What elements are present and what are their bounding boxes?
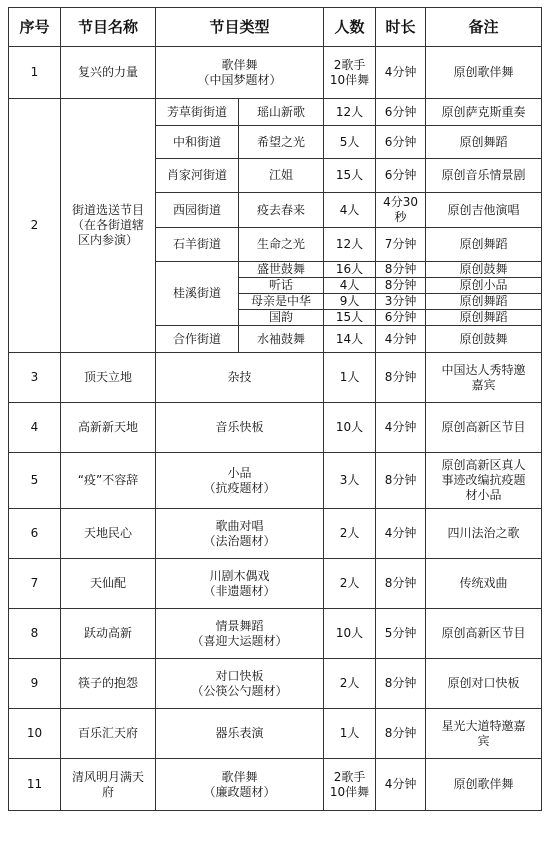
program-type-cell bbox=[156, 609, 324, 659]
note: 传统戏曲 bbox=[426, 559, 542, 609]
street-name: 芳草街街道 bbox=[156, 99, 239, 126]
note: 原创鼓舞 bbox=[426, 262, 542, 278]
note: 原创舞蹈 bbox=[426, 310, 542, 326]
note: 原创歌伴舞 bbox=[426, 759, 542, 811]
program-theme: （法治题材） bbox=[203, 533, 276, 548]
program-name: 顶天立地 bbox=[61, 353, 156, 403]
people-count: 2人 bbox=[324, 559, 376, 609]
note: 星光大道特邀嘉 宾 bbox=[426, 709, 542, 759]
program-type-cell bbox=[156, 47, 324, 99]
people-count: 10人 bbox=[324, 403, 376, 453]
people-count: 2歌手 10伴舞 bbox=[324, 759, 376, 811]
duration: 6分钟 bbox=[376, 159, 426, 193]
program-theme: （公筷公勺题材） bbox=[191, 683, 288, 698]
note: 原创小品 bbox=[426, 278, 542, 294]
people-count: 1人 bbox=[324, 353, 376, 403]
program-table bbox=[8, 7, 542, 811]
table-row bbox=[9, 353, 542, 403]
header-people: 人数 bbox=[324, 8, 376, 47]
duration: 8分钟 bbox=[376, 709, 426, 759]
row-number: 8 bbox=[9, 609, 61, 659]
sub-row bbox=[9, 99, 542, 126]
duration: 8分钟 bbox=[376, 659, 426, 709]
row-number: 3 bbox=[9, 353, 61, 403]
duration: 4分钟 bbox=[376, 326, 426, 353]
row-number: 1 bbox=[9, 47, 61, 99]
table-row bbox=[9, 453, 542, 509]
sub-program-name: 生命之光 bbox=[239, 228, 324, 262]
row-number: 9 bbox=[9, 659, 61, 709]
program-type: 器乐表演 bbox=[215, 726, 264, 740]
duration: 8分钟 bbox=[376, 278, 426, 294]
sub-program-name: 母亲是中华 bbox=[239, 294, 324, 310]
header-note: 备注 bbox=[426, 8, 542, 47]
note: 原创舞蹈 bbox=[426, 126, 542, 159]
program-type: 川剧木偶戏 bbox=[209, 568, 270, 583]
note: 原创萨克斯重奏 bbox=[426, 99, 542, 126]
people-count: 15人 bbox=[324, 159, 376, 193]
people-count: 9人 bbox=[324, 294, 376, 310]
program-name: 百乐汇天府 bbox=[61, 709, 156, 759]
sub-program-name: 疫去春来 bbox=[239, 193, 324, 228]
table-row bbox=[9, 403, 542, 453]
duration: 3分钟 bbox=[376, 294, 426, 310]
note: 原创歌伴舞 bbox=[426, 47, 542, 99]
program-type-cell bbox=[156, 403, 324, 453]
sub-program-name: 盛世鼓舞 bbox=[239, 262, 324, 278]
row-number: 2 bbox=[9, 99, 61, 353]
row-number: 5 bbox=[9, 453, 61, 509]
program-theme: （非遗题材） bbox=[203, 583, 276, 598]
table-row bbox=[9, 709, 542, 759]
people-count: 12人 bbox=[324, 99, 376, 126]
note: 原创音乐情景剧 bbox=[426, 159, 542, 193]
program-type: 小品 bbox=[227, 465, 252, 480]
people-count: 2歌手 10伴舞 bbox=[324, 47, 376, 99]
row-number: 11 bbox=[9, 759, 61, 811]
note: 原创舞蹈 bbox=[426, 228, 542, 262]
sub-program-name: 国韵 bbox=[239, 310, 324, 326]
people-count: 1人 bbox=[324, 709, 376, 759]
program-theme: （喜迎大运题材） bbox=[191, 633, 288, 648]
program-type-cell bbox=[156, 353, 324, 403]
note: 四川法治之歌 bbox=[426, 509, 542, 559]
note: 原创高新区节目 bbox=[426, 403, 542, 453]
table-row bbox=[9, 759, 542, 811]
table-row bbox=[9, 659, 542, 709]
program-type: 歌伴舞 bbox=[221, 769, 258, 784]
program-type-cell bbox=[156, 453, 324, 509]
program-type-cell bbox=[156, 509, 324, 559]
program-type-cell bbox=[156, 559, 324, 609]
program-name: 天地民心 bbox=[61, 509, 156, 559]
people-count: 2人 bbox=[324, 659, 376, 709]
note: 原创对口快板 bbox=[426, 659, 542, 709]
program-type-cell bbox=[156, 659, 324, 709]
table-row bbox=[9, 559, 542, 609]
header-duration: 时长 bbox=[376, 8, 426, 47]
note: 原创舞蹈 bbox=[426, 294, 542, 310]
program-type: 音乐快板 bbox=[215, 420, 264, 434]
street-name: 肖家河街道 bbox=[156, 159, 239, 193]
street-name: 石羊街道 bbox=[156, 228, 239, 262]
note: 原创吉他演唱 bbox=[426, 193, 542, 228]
duration: 4分30 秒 bbox=[376, 193, 426, 228]
header-no: 序号 bbox=[9, 8, 61, 47]
program-name: 筷子的抱怨 bbox=[61, 659, 156, 709]
program-type: 歌曲对唱 bbox=[215, 518, 264, 533]
table-row bbox=[9, 509, 542, 559]
header-type: 节目类型 bbox=[156, 8, 324, 47]
row-number: 6 bbox=[9, 509, 61, 559]
sub-program-name: 瑶山新歌 bbox=[239, 99, 324, 126]
people-count: 5人 bbox=[324, 126, 376, 159]
table-row bbox=[9, 47, 542, 99]
people-count: 14人 bbox=[324, 326, 376, 353]
sub-program-name: 水袖鼓舞 bbox=[239, 326, 324, 353]
duration: 8分钟 bbox=[376, 262, 426, 278]
program-theme: （中国梦题材） bbox=[197, 72, 282, 87]
row-number: 7 bbox=[9, 559, 61, 609]
duration: 4分钟 bbox=[376, 759, 426, 811]
note: 原创高新区真人 事迹改编抗疫题 材小品 bbox=[426, 453, 542, 509]
program-type: 对口快板 bbox=[215, 668, 264, 683]
people-count: 3人 bbox=[324, 453, 376, 509]
program-name: “疫”不容辞 bbox=[61, 453, 156, 509]
street-name: 西园街道 bbox=[156, 193, 239, 228]
sub-program-name: 听话 bbox=[239, 278, 324, 294]
people-count: 2人 bbox=[324, 509, 376, 559]
duration: 4分钟 bbox=[376, 47, 426, 99]
duration: 7分钟 bbox=[376, 228, 426, 262]
program-name: 清风明月满天 府 bbox=[61, 759, 156, 811]
program-theme: （廉政题材） bbox=[203, 784, 276, 799]
street-name: 桂溪街道 bbox=[156, 262, 239, 326]
people-count: 4人 bbox=[324, 193, 376, 228]
duration: 6分钟 bbox=[376, 310, 426, 326]
row-number: 4 bbox=[9, 403, 61, 453]
header-row bbox=[9, 8, 542, 47]
people-count: 12人 bbox=[324, 228, 376, 262]
program-name: 高新新天地 bbox=[61, 403, 156, 453]
street-name: 中和街道 bbox=[156, 126, 239, 159]
duration: 8分钟 bbox=[376, 559, 426, 609]
sub-program-name: 江姐 bbox=[239, 159, 324, 193]
program-name: 天仙配 bbox=[61, 559, 156, 609]
program-type-cell bbox=[156, 759, 324, 811]
note: 中国达人秀特邀 嘉宾 bbox=[426, 353, 542, 403]
duration: 8分钟 bbox=[376, 353, 426, 403]
header-name: 节目名称 bbox=[61, 8, 156, 47]
duration: 8分钟 bbox=[376, 453, 426, 509]
program-type: 情景舞蹈 bbox=[215, 618, 264, 633]
duration: 4分钟 bbox=[376, 403, 426, 453]
people-count: 15人 bbox=[324, 310, 376, 326]
note: 原创鼓舞 bbox=[426, 326, 542, 353]
street-name: 合作街道 bbox=[156, 326, 239, 353]
duration: 4分钟 bbox=[376, 509, 426, 559]
note: 原创高新区节目 bbox=[426, 609, 542, 659]
program-type: 杂技 bbox=[227, 370, 252, 384]
program-name: 街道选送节目 （在各街道辖 区内参演） bbox=[61, 99, 156, 353]
duration: 5分钟 bbox=[376, 609, 426, 659]
people-count: 4人 bbox=[324, 278, 376, 294]
sub-program-name: 希望之光 bbox=[239, 126, 324, 159]
program-theme: （抗疫题材） bbox=[203, 480, 276, 495]
duration: 6分钟 bbox=[376, 99, 426, 126]
table-row bbox=[9, 609, 542, 659]
program-type-cell bbox=[156, 709, 324, 759]
program-name: 跃动高新 bbox=[61, 609, 156, 659]
people-count: 16人 bbox=[324, 262, 376, 278]
duration: 6分钟 bbox=[376, 126, 426, 159]
row-number: 10 bbox=[9, 709, 61, 759]
program-type: 歌伴舞 bbox=[221, 57, 258, 72]
people-count: 10人 bbox=[324, 609, 376, 659]
program-name: 复兴的力量 bbox=[61, 47, 156, 99]
